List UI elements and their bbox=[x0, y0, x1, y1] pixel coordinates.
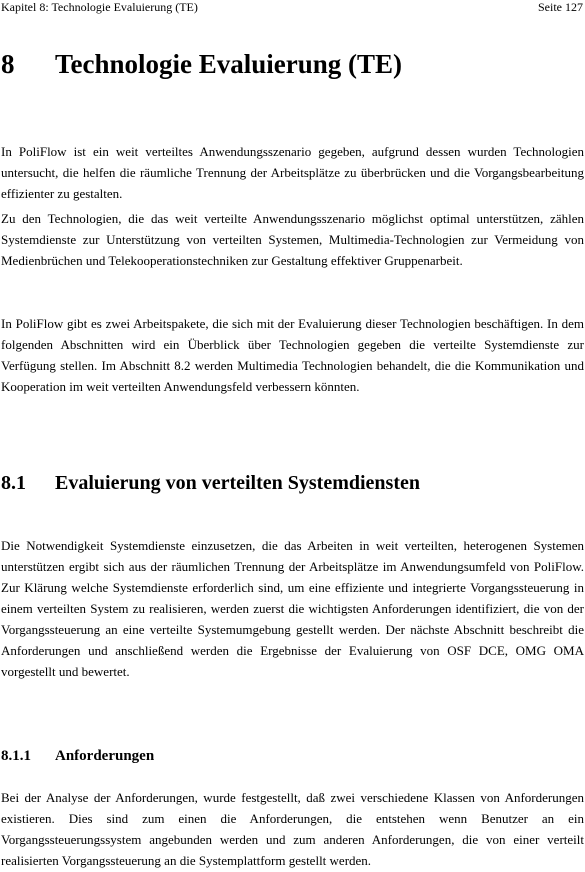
subsection-heading bbox=[1, 746, 154, 766]
header-chapter: Kapitel 8: Technologie Evaluierung (TE) bbox=[1, 0, 198, 14]
running-header bbox=[0, 0, 585, 16]
subsection-title: Anforderungen bbox=[55, 748, 155, 764]
chapter-heading bbox=[1, 45, 402, 83]
subsection-paragraph: Bei der Analyse der Anforderungen, wurde festgestellt, daß zwei verschiedene Klassen von Anforderungen existieren. Dies sind zum einen die Anforderungen, die entstehen wenn Benutzer an ein Vorgangssteuerungssystem angebunden werden und zum anderen Anforderungen, die von einer verteilt realisierten Vorgangssteuerung an die Systemplattform gestellt werden. bbox=[1, 790, 584, 868]
intro-paragraph-1: In PoliFlow ist ein weit verteiltes Anwendungsszenario gegeben, aufgrund dessen wurden Technologien untersucht, die helfen die räumliche Trennung der Arbeitsplätze zu überbrücken und die Vorgangsbearbeitung effizienter zu gestalten. bbox=[1, 144, 584, 201]
section-paragraph: Die Notwendigkeit Systemdienste einzusetzen, die das Arbeiten in weit verteilten, heterogenen Systemen unterstützen ergibt sich aus der räumlichen Trennung der Arbeitsplätze im Anwendungsumfeld von PoliFlow. Zur Klärung welche Systemdienste erforderlich sind, um eine effiziente und integrierte Vorgangssteuerung in einem verteilten System zu realisieren, werden zuerst die wichtigsten Anforderungen identifiziert, die von der Vorgangssteuerung an eine verteilte Systemumgebung gestellt werden. Der nächste Abschnitt beschreibt die Anforderungen und anschließend werden die Ergebnisse der Evaluierung von OSF DCE, OMG OMA vorgestellt und bewertet. bbox=[1, 538, 584, 679]
section-title: Evaluierung von verteilten Systemdiensten bbox=[55, 472, 420, 494]
header-page-number: Seite 127 bbox=[538, 0, 583, 14]
section-number: 8.1 bbox=[1, 472, 26, 494]
subsection-number: 8.1.1 bbox=[1, 748, 31, 764]
chapter-title: Technologie Evaluierung (TE) bbox=[55, 49, 403, 79]
intro-paragraph-2: Zu den Technologien, die das weit verteilte Anwendungsszenario möglichst optimal unterstützen, zählen Systemdienste zur Unterstützung von verteilten Systemen, Multimedia-Technologien zur Vermeidung von Medienbrüchen und Telekooperationstechniken zur Gestaltung effektiver Gruppenarbeit. bbox=[1, 211, 584, 268]
section-heading bbox=[1, 469, 420, 497]
chapter-number: 8 bbox=[1, 49, 15, 79]
intro-paragraph-3: In PoliFlow gibt es zwei Arbeitspakete, die sich mit der Evaluierung dieser Technologien beschäftigen. In dem folgenden Abschnitten wird ein Überblick über Technologien gegeben die verteilte Systemdienste zur Verfügung stellen. Im Abschnitt 8.2 werden Multimedia Technologien behandelt, die die Kommunikation und Kooperation im weit verteilten Anwendungsfeld verbessern könnten. bbox=[1, 316, 584, 394]
